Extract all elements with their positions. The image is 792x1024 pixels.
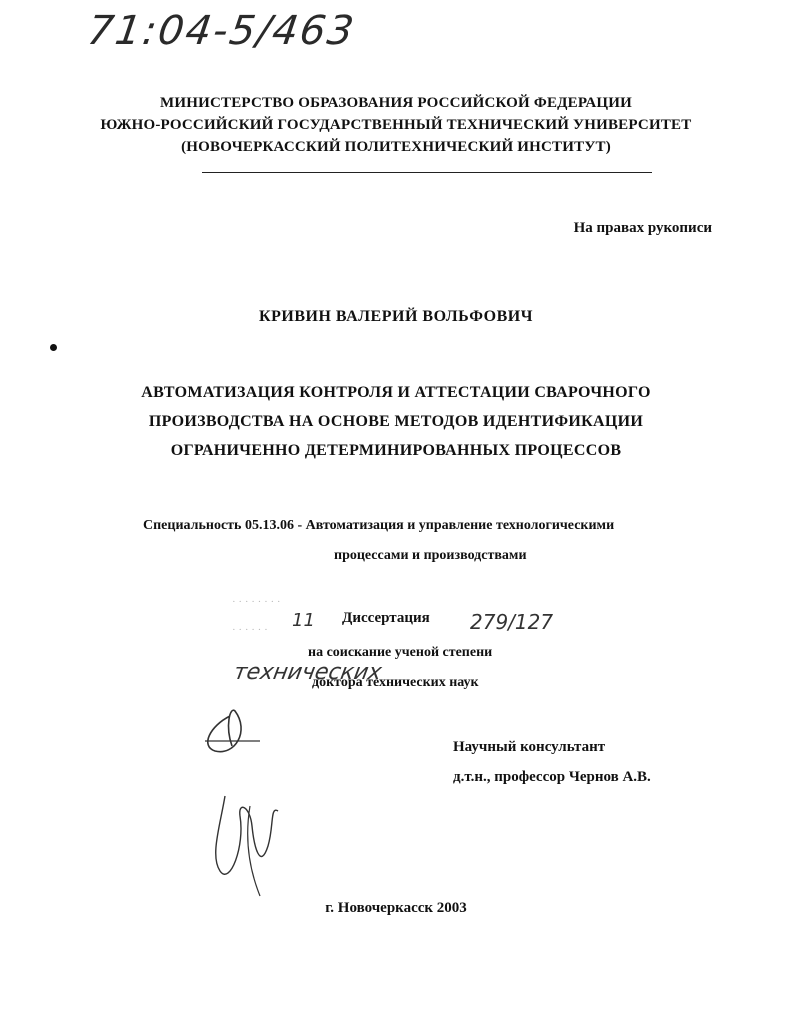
consultant-name: д.т.н., профессор Чернов А.В. [453, 769, 651, 785]
header-institute: (НОВОЧЕРКАССКИЙ ПОЛИТЕХНИЧЕСКИЙ ИНСТИТУТ) [181, 139, 611, 155]
handwritten-word: технических [231, 660, 384, 685]
title-line-2: ПРОИЗВОДСТВА НА ОСНОВЕ МЕТОДОВ ИДЕНТИФИКАЦИИ [148, 413, 644, 430]
specialty-line-2: процессами и производствами [334, 548, 527, 563]
handwritten-reference-number: 71:04-5/463 [84, 8, 359, 54]
header-university: ЮЖНО-РОССИЙСКИЙ ГОСУДАРСТВЕННЫЙ ТЕХНИЧЕСКИЙ УНИВЕРСИТЕТ [100, 117, 692, 133]
scientific-consultant [453, 732, 651, 792]
consultant-label: Научный консультант [453, 739, 606, 755]
degree-line-1: на соискание ученой степени [308, 645, 493, 660]
dissertation-label: Диссертация [342, 610, 430, 626]
title-line-1: АВТОМАТИЗАЦИЯ КОНТРОЛЯ И АТТЕСТАЦИИ СВАРОЧНОГО [141, 384, 651, 401]
manuscript-note: На правах рукописи [573, 220, 712, 236]
dissertation-title [0, 378, 792, 465]
faint-stamp-marks: · · · · · · · · [232, 596, 281, 608]
handwritten-page-count: 279/127 [470, 610, 554, 634]
header-ministry: МИНИСТЕРСТВО ОБРАЗОВАНИЯ РОССИЙСКОЙ ФЕДЕРАЦИИ [160, 95, 632, 111]
author-name: КРИВИН ВАЛЕРИЙ ВОЛЬФОВИЧ [259, 308, 533, 325]
degree-line-2: доктора технических наук [312, 675, 479, 690]
specialty-line-1: Специальность 05.13.06 - Автоматизация и управление технологическими [143, 518, 615, 533]
handwritten-copy-number: 11 [292, 610, 315, 631]
handwritten-signature [190, 696, 320, 906]
faint-stamp-marks-2: · · · · · · [232, 624, 268, 636]
bullet-dot [50, 344, 57, 351]
city-year: г. Новочеркасск 2003 [325, 900, 467, 916]
header-divider [202, 172, 652, 173]
title-line-3: ОГРАНИЧЕННО ДЕТЕРМИНИРОВАННЫХ ПРОЦЕССОВ [170, 442, 622, 459]
institution-header [0, 92, 792, 158]
